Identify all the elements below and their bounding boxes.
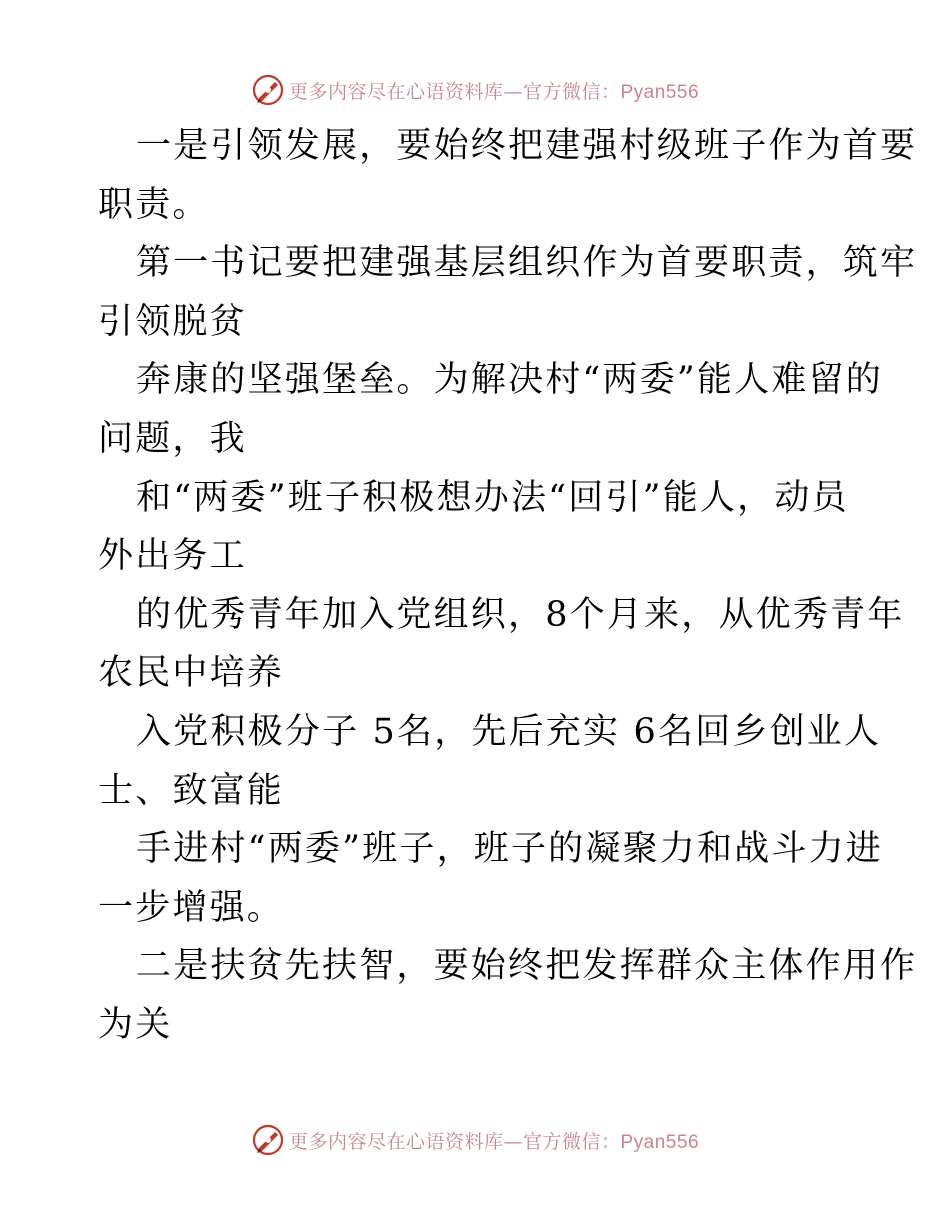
body-text-line: 问题，我 xyxy=(98,418,247,459)
document-body xyxy=(98,117,918,1055)
body-text-line: 农民中培养 xyxy=(98,653,285,694)
body-text-line: 入党积极分子 5名，先后充实 6名回乡创业人 xyxy=(136,711,882,752)
pen-logo-icon xyxy=(251,1123,285,1157)
footer-banner-wechat-id: Pyan556 xyxy=(620,1131,700,1153)
footer-banner xyxy=(0,1120,950,1160)
header-banner-separator: — xyxy=(503,80,523,103)
header-banner-text xyxy=(289,77,699,104)
footer-banner-right-text: 官方微信： xyxy=(522,1130,621,1153)
body-text-line: 的优秀青年加入党组织，8个月来，从优秀青年 xyxy=(136,594,905,635)
body-text-line: 引领脱贫 xyxy=(98,301,247,342)
body-text-line: 手进村“两委”班子，班子的凝聚力和战斗力进 xyxy=(136,829,883,870)
header-banner-wechat-id: Pyan556 xyxy=(620,81,700,103)
body-text-line: 为关 xyxy=(98,1004,173,1045)
body-text-line: 一步增强。 xyxy=(98,887,285,928)
header-banner-left-text: 更多内容尽在心语资料库 xyxy=(288,80,504,103)
pen-logo-icon xyxy=(251,73,285,107)
header-banner-right-text: 官方微信： xyxy=(522,80,621,103)
body-text-line: 奔康的坚强堡垒。为解决村“两委”能人难留的 xyxy=(136,360,883,401)
body-text-line: 第一书记要把建强基层组织作为首要职责，筑牢 xyxy=(136,243,918,284)
footer-banner-text xyxy=(289,1127,699,1154)
footer-banner-separator: — xyxy=(503,1130,523,1153)
body-text-line: 一是引领发展，要始终把建强村级班子作为首要 xyxy=(136,126,918,166)
body-text-line: 二是扶贫先扶智，要始终把发挥群众主体作用作 xyxy=(136,946,918,987)
header-banner xyxy=(0,70,950,110)
body-text-line: 和“两委”班子积极想办法“回引”能人，动员 xyxy=(136,477,849,518)
body-text-line: 士、致富能 xyxy=(98,770,285,811)
body-text-line: 职责。 xyxy=(98,184,210,225)
body-text-line: 外出务工 xyxy=(98,536,247,577)
footer-banner-left-text: 更多内容尽在心语资料库 xyxy=(288,1130,504,1153)
